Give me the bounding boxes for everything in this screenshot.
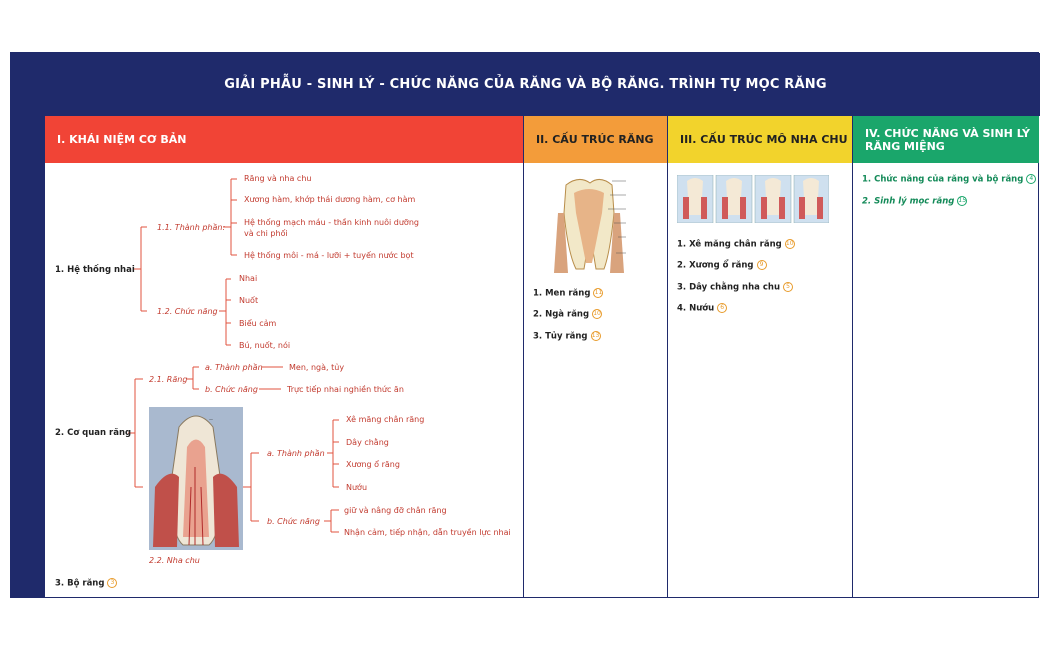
divider <box>852 116 853 598</box>
divider <box>667 116 668 598</box>
item-label: 1. Xê măng chân răng <box>677 239 782 250</box>
periodontal-item[interactable] <box>677 282 793 293</box>
leaf-item[interactable]: Răng và nha chu <box>244 174 312 183</box>
count-badge: 9 <box>757 260 767 270</box>
count-badge: 5 <box>783 282 793 292</box>
node-tooth[interactable]: 2.1. Răng <box>149 375 188 384</box>
node-functions[interactable]: 1.2. Chức năng <box>157 307 218 316</box>
item-label: 2. Ngà răng <box>533 309 590 320</box>
count-badge: 3 <box>107 578 117 588</box>
node-periodontium[interactable]: 2.2. Nha chu <box>149 556 200 565</box>
mindmap-board <box>10 52 1039 598</box>
leaf-item[interactable]: Nướu <box>346 483 368 492</box>
item-label: 1. Chức năng của răng và bộ răng <box>862 174 1024 185</box>
leaf-item[interactable]: giữ và nâng đỡ chân răng <box>344 506 447 515</box>
leaf-item[interactable]: Biểu cảm <box>239 319 277 328</box>
leaf-item[interactable]: Nuốt <box>239 296 259 305</box>
node-masticatory-system[interactable]: 1. Hệ thống nhai <box>55 265 135 275</box>
count-badge: 11 <box>594 289 603 296</box>
tooth-structure-image <box>534 173 649 273</box>
count-badge: 4 <box>1026 174 1036 184</box>
node-dentition[interactable] <box>55 578 117 589</box>
periodontal-item[interactable] <box>677 303 727 314</box>
tooth-layer-item[interactable] <box>533 309 602 320</box>
function-item[interactable] <box>862 196 967 207</box>
periodontal-tissue-images <box>677 175 829 223</box>
leaf-item[interactable]: Men, ngà, tủy <box>289 363 345 372</box>
count-badge: 10 <box>593 310 601 317</box>
node-tooth-components[interactable]: a. Thành phần <box>205 363 263 372</box>
count-badge: 6 <box>717 303 727 313</box>
item-label: 2. Sinh lý mọc răng <box>862 196 955 207</box>
tooth-layer-item[interactable] <box>533 331 601 342</box>
column-header-1[interactable]: I. KHÁI NIỆM CƠ BẢN <box>45 116 523 163</box>
leaf-item[interactable]: Nhai <box>239 274 258 283</box>
node-label: 3. Bộ răng <box>55 578 105 589</box>
node-perio-components[interactable]: a. Thành phần <box>267 449 325 458</box>
column-header-4[interactable]: IV. CHỨC NĂNG VÀ SINH LÝ RĂNG MIỆNG <box>853 116 1039 163</box>
svg-text:—: — <box>209 417 213 422</box>
leaf-item[interactable]: và chi phối <box>244 229 288 238</box>
column-header-3[interactable]: III. CẤU TRÚC MÔ NHA CHU <box>668 116 852 163</box>
leaf-item[interactable]: Nhận cảm, tiếp nhận, dẫn truyền lực nhai <box>344 528 511 537</box>
count-badge: 10 <box>785 240 794 247</box>
node-dental-organ[interactable]: 2. Cơ quan răng <box>55 428 132 438</box>
page-title: GIẢI PHẪU - SINH LÝ - CHỨC NĂNG CỦA RĂNG VÀ BỘ RĂNG. TRÌNH TỰ MỌC RĂNG <box>11 53 1040 116</box>
leaf-item[interactable]: Hệ thống môi - má - lưỡi + tuyến nước bọt <box>244 251 414 260</box>
item-label: 3. Tủy răng <box>533 331 588 342</box>
item-label: 4. Nướu <box>677 303 715 314</box>
leaf-item[interactable]: Trực tiếp nhai nghiền thức ăn <box>287 385 404 394</box>
count-badge: 15 <box>958 197 967 204</box>
item-label: 1. Men răng <box>533 288 591 299</box>
periodontal-item[interactable] <box>677 260 767 271</box>
leaf-item[interactable]: Xương hàm, khớp thái dương hàm, cơ hàm <box>244 195 416 204</box>
divider <box>523 116 524 598</box>
periodontal-item[interactable] <box>677 239 795 250</box>
count-badge: 13 <box>591 332 600 339</box>
leaf-item[interactable]: Xê măng chân răng <box>346 415 425 424</box>
item-label: 3. Dây chằng nha chu <box>677 282 780 293</box>
node-tooth-functions[interactable]: b. Chức năng <box>205 385 258 394</box>
node-perio-functions[interactable]: b. Chức năng <box>267 517 320 526</box>
column-header-2[interactable]: II. CẤU TRÚC RĂNG <box>524 116 667 163</box>
node-components[interactable]: 1.1. Thành phần: <box>157 223 226 232</box>
item-label: 2. Xương ổ răng <box>677 260 754 271</box>
tooth-layer-item[interactable] <box>533 288 603 299</box>
leaf-item[interactable]: Dây chằng <box>346 438 389 447</box>
function-item[interactable] <box>862 174 1036 185</box>
periodontium-image <box>149 407 243 550</box>
leaf-item[interactable]: Hệ thống mạch máu - thần kinh nuôi dưỡng <box>244 218 419 227</box>
leaf-item[interactable]: Xương ổ răng <box>346 460 400 469</box>
leaf-item[interactable]: Bú, nuốt, nói <box>239 341 291 350</box>
